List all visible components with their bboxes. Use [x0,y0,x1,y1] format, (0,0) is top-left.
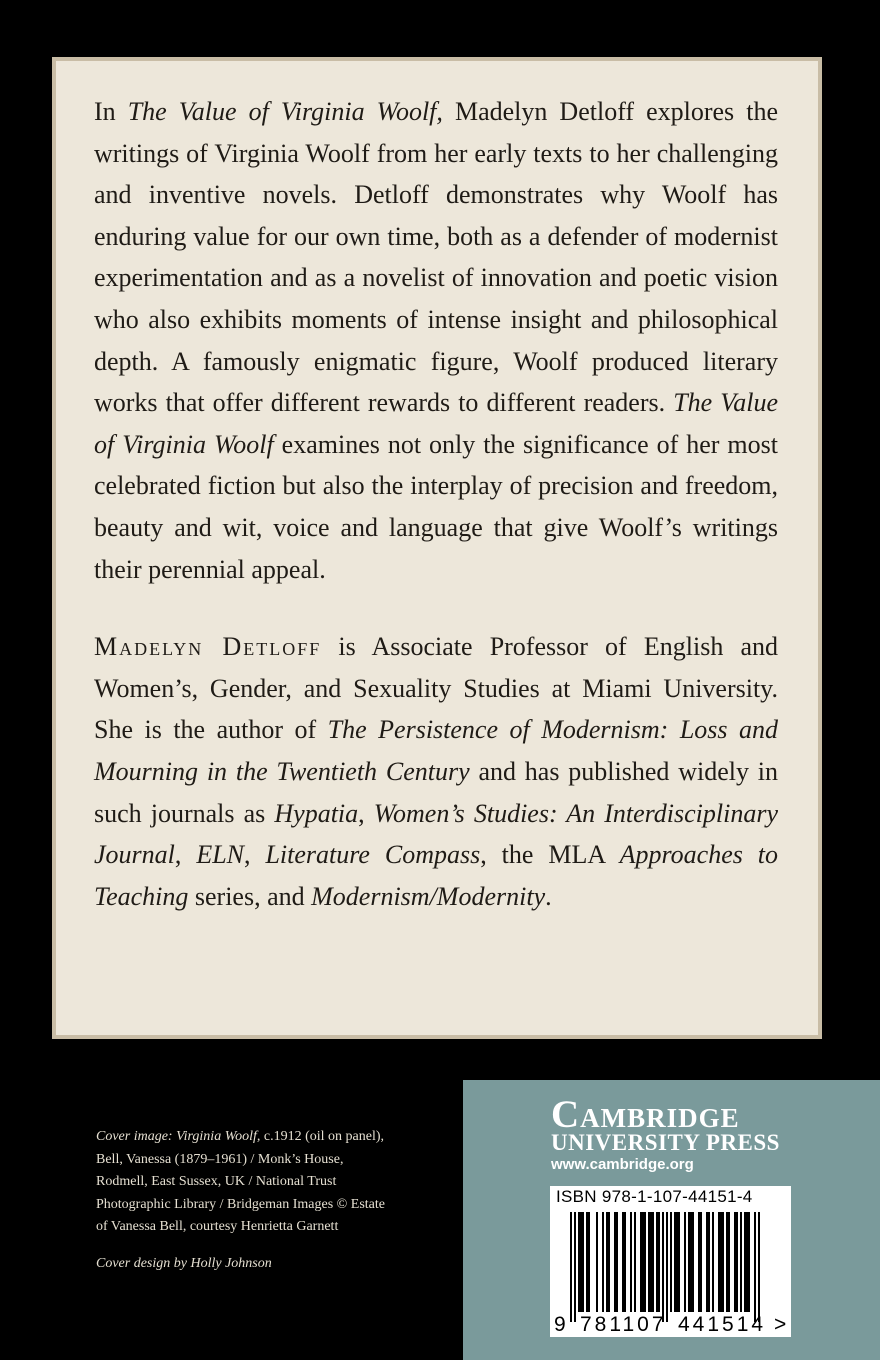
barcode-bar [574,1212,576,1322]
barcode-bar [662,1212,664,1322]
barcode-bar [690,1212,692,1312]
cover-design-credit: Cover design by Holly Johnson [96,1255,272,1271]
barcode-bar [722,1212,724,1312]
barcode-bar [634,1212,636,1312]
barcode-bar [578,1212,580,1312]
barcode-bar [648,1212,650,1312]
barcode-bar [596,1212,598,1312]
barcode-bar [622,1212,624,1312]
publisher-panel [463,1080,880,1360]
barcode-box [550,1186,791,1337]
barcode-bar [748,1212,750,1312]
publisher-logo-subtitle: UNIVERSITY PRESS [551,1130,780,1155]
barcode-first-digit: 9 [554,1313,566,1336]
barcode-bar [706,1212,708,1312]
barcode-bar [746,1212,748,1312]
barcode-bar [720,1212,722,1312]
barcode-end-mark: > [774,1313,787,1336]
barcode-bar [734,1212,736,1312]
barcode-bar [616,1212,618,1312]
barcode-bar [650,1212,652,1312]
barcode-bar [674,1212,676,1312]
barcode-bar [606,1212,608,1312]
author-bio-paragraph [94,626,778,917]
barcode-bar [658,1212,660,1312]
barcode-bar [602,1212,604,1312]
barcode-bar [744,1212,746,1312]
barcode-bar [624,1212,626,1312]
description-paragraph: In The Value of Virginia Woolf, Madelyn Detloff explores the writings of Virginia Woolf from her early texts to her challenging and inventive novels. Detloff demonstrates why Woolf has enduring value for our own time, both as a defender of modernist experimentation and as a novelist of innovation and poetic vision who also exhibits moments of intense insight and philosophical depth. A famously enigmatic figure, Woolf produced literary works that offer different rewards to different readers. The Value of Virginia Woolf examines not only the significance of her most celebrated fiction but also the interplay of precision and freedom, beauty and wit, voice and language that give Woolf’s writings their perennial appeal. [94,97,779,584]
barcode-bar [666,1212,668,1322]
cover-credits [96,1126,396,1275]
blurb-panel [52,57,822,1039]
barcode-bar [570,1212,572,1322]
barcode-bar [758,1212,760,1322]
barcode-bar [652,1212,654,1312]
isbn-label: ISBN 978-1-107-44151-4 [556,1187,753,1206]
author-name: Madelyn Detloff [94,632,322,662]
barcode-bar [740,1212,742,1312]
barcode-bar [582,1212,584,1312]
barcode-bar [726,1212,728,1312]
barcode-bar [712,1212,714,1312]
barcode-right-group: 441514 [678,1313,767,1336]
publisher-logo-name: Cambridge [551,1093,740,1136]
barcode-bar [580,1212,582,1312]
publisher-url: www.cambridge.org [551,1156,694,1173]
barcode-left-group: 781107 [580,1313,667,1336]
barcode-bar [754,1212,756,1322]
barcode-bar [588,1212,590,1312]
barcode-bar [688,1212,690,1312]
barcode-bar [676,1212,678,1312]
barcode-bar [678,1212,680,1312]
barcode-bar [698,1212,700,1312]
barcode-bar [608,1212,610,1312]
barcode-bar [728,1212,730,1312]
barcode-bar [614,1212,616,1312]
barcode-bar [670,1212,672,1312]
author-bio-text: is Associate Professor of English and Women’s, Gender, and Sexuality Studies at Miami University. She is the author of The Persistence of Modernism: Loss and Mourning in the Twentieth Century and has published widely in such journals as Hypatia, Women’s Studies: An Interdisciplinary Journal, ELN, Literature Compass, the MLA Approaches to Teaching series, and Modernism/Modernity. [94,632,779,911]
barcode-bar [692,1212,694,1312]
barcode-bar [736,1212,738,1312]
barcode-bar [700,1212,702,1312]
barcode-bar [718,1212,720,1312]
barcode-bar [642,1212,644,1312]
barcode-bar [708,1212,710,1312]
barcode-bar [586,1212,588,1312]
barcode-bar [656,1212,658,1312]
cover-image-credit: Cover image: Virginia Woolf, c.1912 (oil on panel), Bell, Vanessa (1879–1961) / Monk’s House, Rodmell, East Sussex, UK / National Trust Photographic Library / Bridgeman Images © Estate of Vanessa Bell, courtesy Henrietta Garnett [96,1129,386,1234]
barcode-bar [640,1212,642,1312]
barcode-bar [684,1212,686,1312]
barcode-bar [644,1212,646,1312]
barcode-bar [630,1212,632,1312]
